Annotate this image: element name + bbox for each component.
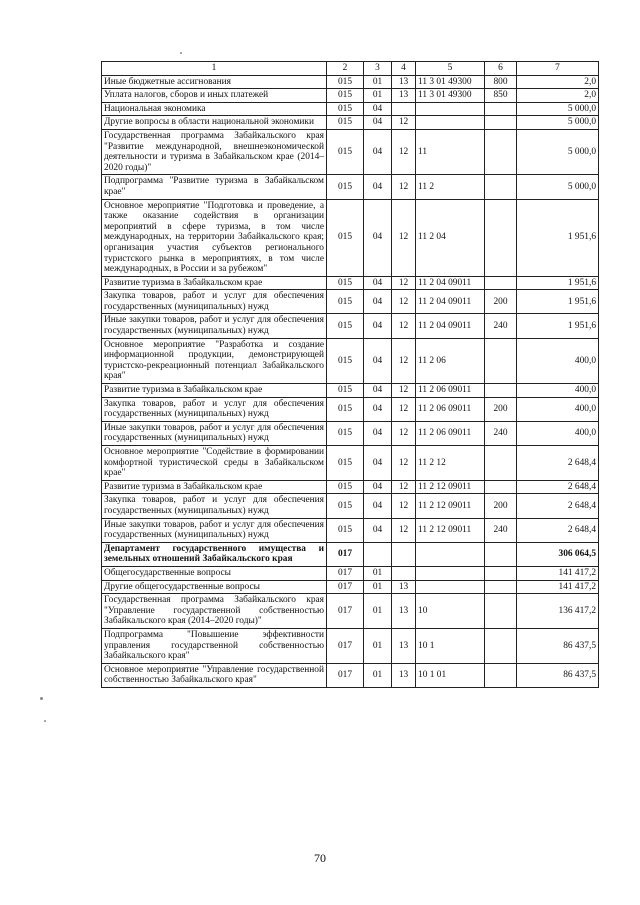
subsection-code-cell: 12 xyxy=(392,314,416,338)
expense-type-cell xyxy=(485,102,517,116)
amount-cell: 400,0 xyxy=(517,397,599,421)
item-name-cell: Развитие туризма в Забайкальском крае xyxy=(102,276,327,290)
amount-cell: 1 951,6 xyxy=(517,314,599,338)
item-name-cell: Основное мероприятие "Управление государственной собственностью Забайкальского края" xyxy=(102,663,327,687)
item-name-cell: Государственная программа Забайкальского края "Развитие международной, внешнеэкономической деятельности и туризма в Забайкальском крае (2014–2020 годы)" xyxy=(102,129,327,174)
item-name-cell: Подпрограмма "Повышение эффективности управления государственной собственностью Забайкальского края" xyxy=(102,628,327,663)
column-header: 6 xyxy=(485,62,517,76)
subsection-code-cell xyxy=(392,542,416,566)
table-row xyxy=(102,628,599,663)
table-row xyxy=(102,421,599,445)
table-row xyxy=(102,384,599,398)
expense-type-cell xyxy=(485,199,517,276)
section-code-cell: 04 xyxy=(364,494,392,518)
department-code-cell: 017 xyxy=(327,628,364,663)
target-article-cell: 11 2 06 09011 xyxy=(416,397,485,421)
table-row xyxy=(102,89,599,103)
target-article-cell: 11 2 06 09011 xyxy=(416,384,485,398)
section-code-cell: 04 xyxy=(364,314,392,338)
target-article-cell xyxy=(416,580,485,594)
subsection-code-cell: 12 xyxy=(392,480,416,494)
item-name-cell: Подпрограмма "Развитие туризма в Забайкальском крае" xyxy=(102,175,327,199)
department-code-cell: 015 xyxy=(327,175,364,199)
amount-cell: 400,0 xyxy=(517,384,599,398)
column-header: 2 xyxy=(327,62,364,76)
section-code-cell: 04 xyxy=(364,129,392,174)
item-name-cell: Иные закупки товаров, работ и услуг для обеспечения государственных (муниципальных) нужд xyxy=(102,518,327,542)
expense-type-cell xyxy=(485,663,517,687)
item-name-cell: Иные закупки товаров, работ и услуг для обеспечения государственных (муниципальных) нужд xyxy=(102,314,327,338)
amount-cell: 1 951,6 xyxy=(517,290,599,314)
section-code-cell: 04 xyxy=(364,384,392,398)
subsection-code-cell: 13 xyxy=(392,89,416,103)
subsection-code-cell: 13 xyxy=(392,628,416,663)
subsection-code-cell: 13 xyxy=(392,663,416,687)
section-code-cell: 01 xyxy=(364,566,392,580)
expense-type-cell: 200 xyxy=(485,397,517,421)
target-article-cell: 10 1 01 xyxy=(416,663,485,687)
expense-type-cell: 850 xyxy=(485,89,517,103)
target-article-cell: 11 3 01 49300 xyxy=(416,89,485,103)
column-header: 3 xyxy=(364,62,392,76)
table-row xyxy=(102,75,599,89)
department-code-cell: 017 xyxy=(327,663,364,687)
section-code-cell: 04 xyxy=(364,175,392,199)
target-article-cell xyxy=(416,102,485,116)
target-article-cell: 11 2 12 09011 xyxy=(416,494,485,518)
subsection-code-cell: 12 xyxy=(392,384,416,398)
item-name-cell: Департамент государственного имущества и земельных отношений Забайкальского края xyxy=(102,542,327,566)
department-code-cell: 015 xyxy=(327,116,364,130)
item-name-cell: Государственная программа Забайкальского края "Управление государственной собственностью Забайкальского края (2014–2020 годы)" xyxy=(102,594,327,629)
item-name-cell: Иные закупки товаров, работ и услуг для обеспечения государственных (муниципальных) нужд xyxy=(102,421,327,445)
amount-cell: 136 417,2 xyxy=(517,594,599,629)
subsection-code-cell: 12 xyxy=(392,290,416,314)
item-name-cell: Развитие туризма в Забайкальском крае xyxy=(102,480,327,494)
department-code-cell: 015 xyxy=(327,75,364,89)
section-code-cell: 04 xyxy=(364,480,392,494)
amount-cell: 1 951,6 xyxy=(517,199,599,276)
section-code-cell xyxy=(364,542,392,566)
item-name-cell: Закупка товаров, работ и услуг для обеспечения государственных (муниципальных) нужд xyxy=(102,290,327,314)
item-name-cell: Уплата налогов, сборов и иных платежей xyxy=(102,89,327,103)
amount-cell: 306 064,5 xyxy=(517,542,599,566)
expense-type-cell xyxy=(485,580,517,594)
department-code-cell: 015 xyxy=(327,494,364,518)
target-article-cell: 11 2 04 09011 xyxy=(416,276,485,290)
section-code-cell: 04 xyxy=(364,518,392,542)
table-row xyxy=(102,446,599,481)
table-row xyxy=(102,663,599,687)
target-article-cell: 11 xyxy=(416,129,485,174)
item-name-cell: Иные бюджетные ассигнования xyxy=(102,75,327,89)
subsection-code-cell: 12 xyxy=(392,276,416,290)
section-code-cell: 01 xyxy=(364,594,392,629)
amount-cell: 2 648,4 xyxy=(517,494,599,518)
table-row xyxy=(102,175,599,199)
item-name-cell: Основное мероприятие "Подготовка и проведение, а также оказание содействия в организации мероприятий в сфере туризма, в том числе международных, на территории Забайкальского края; организация участия субъектов регионального туристского рынка в мероприятиях, в том числе международных, в России и за рубежом" xyxy=(102,199,327,276)
item-name-cell: Национальная экономика xyxy=(102,102,327,116)
department-code-cell: 015 xyxy=(327,102,364,116)
target-article-cell: 11 2 xyxy=(416,175,485,199)
department-code-cell: 015 xyxy=(327,518,364,542)
department-code-cell: 015 xyxy=(327,446,364,481)
target-article-cell: 11 2 04 xyxy=(416,199,485,276)
section-code-cell: 04 xyxy=(364,421,392,445)
expense-type-cell xyxy=(485,276,517,290)
item-name-cell: Общегосударственные вопросы xyxy=(102,566,327,580)
amount-cell: 2,0 xyxy=(517,75,599,89)
expense-type-cell xyxy=(485,116,517,130)
subsection-code-cell: 12 xyxy=(392,421,416,445)
table-row xyxy=(102,102,599,116)
table-row xyxy=(102,480,599,494)
budget-table xyxy=(101,61,599,688)
expense-type-cell xyxy=(485,129,517,174)
section-code-cell: 04 xyxy=(364,290,392,314)
target-article-cell: 11 3 01 49300 xyxy=(416,75,485,89)
expense-type-cell xyxy=(485,628,517,663)
table-row xyxy=(102,276,599,290)
section-code-cell: 01 xyxy=(364,628,392,663)
table-row xyxy=(102,518,599,542)
amount-cell: 400,0 xyxy=(517,338,599,383)
item-name-cell: Закупка товаров, работ и услуг для обеспечения государственных (муниципальных) нужд xyxy=(102,494,327,518)
section-code-cell: 04 xyxy=(364,446,392,481)
department-code-cell: 015 xyxy=(327,421,364,445)
department-code-cell: 015 xyxy=(327,199,364,276)
department-code-cell: 015 xyxy=(327,314,364,338)
scan-speck xyxy=(44,720,46,722)
expense-type-cell xyxy=(485,480,517,494)
table-row xyxy=(102,580,599,594)
expense-type-cell: 800 xyxy=(485,75,517,89)
target-article-cell: 11 2 04 09011 xyxy=(416,314,485,338)
expense-type-cell: 240 xyxy=(485,518,517,542)
table-row xyxy=(102,397,599,421)
table-header-row xyxy=(102,62,599,76)
amount-cell: 2 648,4 xyxy=(517,480,599,494)
table-row xyxy=(102,338,599,383)
department-code-cell: 015 xyxy=(327,89,364,103)
subsection-code-cell: 12 xyxy=(392,175,416,199)
expense-type-cell: 240 xyxy=(485,314,517,338)
department-code-cell: 015 xyxy=(327,290,364,314)
amount-cell: 5 000,0 xyxy=(517,102,599,116)
section-code-cell: 04 xyxy=(364,116,392,130)
amount-cell: 86 437,5 xyxy=(517,628,599,663)
section-code-cell: 04 xyxy=(364,199,392,276)
amount-cell: 86 437,5 xyxy=(517,663,599,687)
department-code-cell: 017 xyxy=(327,542,364,566)
target-article-cell: 11 2 04 09011 xyxy=(416,290,485,314)
department-code-cell: 015 xyxy=(327,397,364,421)
table-row xyxy=(102,314,599,338)
expense-type-cell: 240 xyxy=(485,421,517,445)
section-code-cell: 04 xyxy=(364,338,392,383)
expense-type-cell xyxy=(485,175,517,199)
item-name-cell: Другие общегосударственные вопросы xyxy=(102,580,327,594)
expense-type-cell: 200 xyxy=(485,290,517,314)
section-code-cell: 01 xyxy=(364,89,392,103)
subsection-code-cell: 12 xyxy=(392,446,416,481)
item-name-cell: Развитие туризма в Забайкальском крае xyxy=(102,384,327,398)
subsection-code-cell: 12 xyxy=(392,338,416,383)
table-row xyxy=(102,566,599,580)
subsection-code-cell: 12 xyxy=(392,129,416,174)
target-article-cell: 11 2 12 09011 xyxy=(416,518,485,542)
item-name-cell: Основное мероприятие "Разработка и создание информационной продукции, демонстрирующей туристско-рекреационный потенциал Забайкальского края" xyxy=(102,338,327,383)
amount-cell: 5 000,0 xyxy=(517,116,599,130)
table-row xyxy=(102,290,599,314)
table-row xyxy=(102,542,599,566)
subsection-code-cell: 13 xyxy=(392,75,416,89)
amount-cell: 141 417,2 xyxy=(517,566,599,580)
amount-cell: 5 000,0 xyxy=(517,129,599,174)
amount-cell: 400,0 xyxy=(517,421,599,445)
section-code-cell: 04 xyxy=(364,397,392,421)
subsection-code-cell: 12 xyxy=(392,199,416,276)
table-row xyxy=(102,199,599,276)
expense-type-cell xyxy=(485,384,517,398)
target-article-cell: 11 2 12 09011 xyxy=(416,480,485,494)
section-code-cell: 01 xyxy=(364,75,392,89)
table-row xyxy=(102,494,599,518)
subsection-code-cell: 13 xyxy=(392,580,416,594)
target-article-cell: 11 2 06 xyxy=(416,338,485,383)
target-article-cell: 11 2 12 xyxy=(416,446,485,481)
expense-type-cell xyxy=(485,566,517,580)
expense-type-cell xyxy=(485,338,517,383)
expense-type-cell xyxy=(485,446,517,481)
target-article-cell: 11 2 06 09011 xyxy=(416,421,485,445)
table-row xyxy=(102,594,599,629)
table-row xyxy=(102,129,599,174)
subsection-code-cell xyxy=(392,566,416,580)
scan-speck xyxy=(40,697,43,700)
amount-cell: 1 951,6 xyxy=(517,276,599,290)
target-article-cell xyxy=(416,116,485,130)
subsection-code-cell: 12 xyxy=(392,518,416,542)
subsection-code-cell xyxy=(392,102,416,116)
section-code-cell: 01 xyxy=(364,663,392,687)
department-code-cell: 017 xyxy=(327,566,364,580)
department-code-cell: 015 xyxy=(327,480,364,494)
target-article-cell: 10 1 xyxy=(416,628,485,663)
section-code-cell: 01 xyxy=(364,580,392,594)
table-body xyxy=(102,75,599,687)
amount-cell: 2,0 xyxy=(517,89,599,103)
target-article-cell xyxy=(416,566,485,580)
target-article-cell: 10 xyxy=(416,594,485,629)
department-code-cell: 015 xyxy=(327,129,364,174)
column-header: 1 xyxy=(102,62,327,76)
department-code-cell: 017 xyxy=(327,594,364,629)
expense-type-cell: 200 xyxy=(485,494,517,518)
column-header: 4 xyxy=(392,62,416,76)
department-code-cell: 015 xyxy=(327,338,364,383)
amount-cell: 5 000,0 xyxy=(517,175,599,199)
page-number: 70 xyxy=(314,851,326,865)
subsection-code-cell: 13 xyxy=(392,594,416,629)
subsection-code-cell: 12 xyxy=(392,397,416,421)
department-code-cell: 015 xyxy=(327,276,364,290)
amount-cell: 141 417,2 xyxy=(517,580,599,594)
expense-type-cell xyxy=(485,594,517,629)
column-header: 7 xyxy=(517,62,599,76)
scan-speck xyxy=(180,52,182,54)
amount-cell: 2 648,4 xyxy=(517,446,599,481)
item-name-cell: Закупка товаров, работ и услуг для обеспечения государственных (муниципальных) нужд xyxy=(102,397,327,421)
subsection-code-cell: 12 xyxy=(392,494,416,518)
table-row xyxy=(102,116,599,130)
subsection-code-cell: 12 xyxy=(392,116,416,130)
department-code-cell: 015 xyxy=(327,384,364,398)
column-header: 5 xyxy=(416,62,485,76)
department-code-cell: 017 xyxy=(327,580,364,594)
expense-type-cell xyxy=(485,542,517,566)
target-article-cell xyxy=(416,542,485,566)
item-name-cell: Другие вопросы в области национальной экономики xyxy=(102,116,327,130)
section-code-cell: 04 xyxy=(364,102,392,116)
item-name-cell: Основное мероприятие "Содействие в формировании комфортной туристической среды в Забайкальском крае" xyxy=(102,446,327,481)
amount-cell: 2 648,4 xyxy=(517,518,599,542)
section-code-cell: 04 xyxy=(364,276,392,290)
